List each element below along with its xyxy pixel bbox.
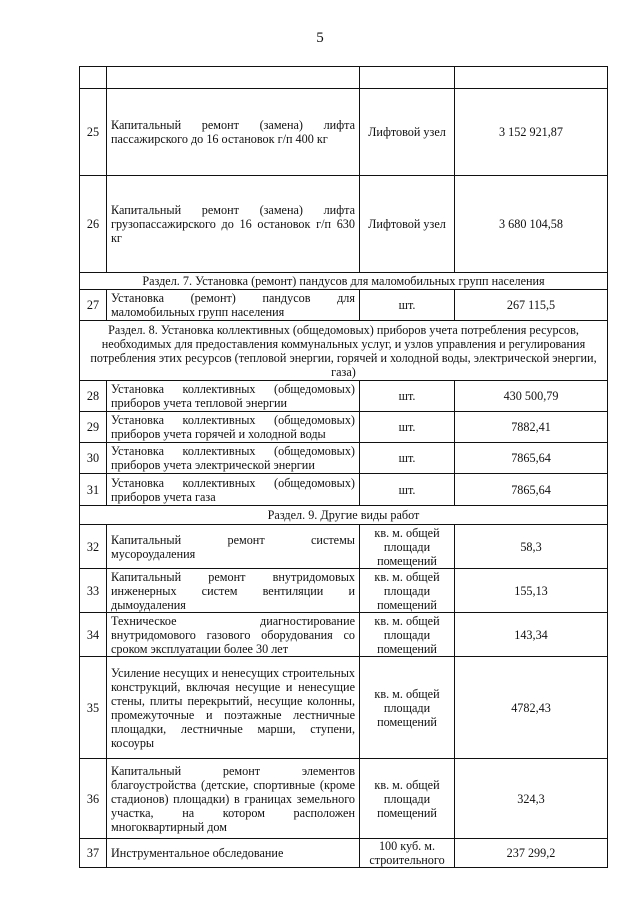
unit-of-measure: шт.	[360, 474, 455, 506]
work-name: Капитальный ремонт элементов благоустройства (детские, спортивные (кроме стадионов) площадки) в границах земельного участка, на котором расположен многоквартирный дом	[107, 759, 360, 839]
empty-cell	[360, 67, 455, 89]
cost-value: 267 115,5	[455, 290, 608, 321]
table-row	[80, 290, 608, 321]
work-name: Капитальный ремонт системы мусороудаления	[107, 525, 360, 569]
row-number: 36	[80, 759, 107, 839]
unit-of-measure: Лифтовой узел	[360, 176, 455, 273]
row-number: 25	[80, 89, 107, 176]
cost-value: 3 152 921,87	[455, 89, 608, 176]
row-number: 29	[80, 412, 107, 443]
work-name: Установка коллективных (общедомовых) приборов учета газа	[107, 474, 360, 506]
cost-value: 7865,64	[455, 474, 608, 506]
table-row	[80, 613, 608, 657]
unit-of-measure: кв. м. общей площади помещений	[360, 657, 455, 759]
section-title: Раздел. 7. Установка (ремонт) пандусов для маломобильных групп населения	[80, 273, 608, 290]
cost-value: 143,34	[455, 613, 608, 657]
cost-value: 58,3	[455, 525, 608, 569]
unit-of-measure: кв. м. общей площади помещений	[360, 613, 455, 657]
unit-of-measure: шт.	[360, 443, 455, 474]
section-header-row	[80, 273, 608, 290]
row-number: 27	[80, 290, 107, 321]
cost-value: 7882,41	[455, 412, 608, 443]
unit-of-measure: шт.	[360, 412, 455, 443]
unit-of-measure: шт.	[360, 381, 455, 412]
table-row	[80, 176, 608, 273]
row-number: 26	[80, 176, 107, 273]
table-row	[80, 89, 608, 176]
table-row	[80, 569, 608, 613]
row-number: 33	[80, 569, 107, 613]
page-number: 5	[316, 30, 324, 46]
table-row	[80, 443, 608, 474]
section-title: Раздел. 8. Установка коллективных (общедомовых) приборов учета потребления ресурсов, необходимых для предоставления коммунальных услуг, и узлов управления и регулирования потребления этих ресурсов (тепловой энергии, горячей и холодной воды, электрической энергии, газа)	[80, 321, 608, 381]
unit-of-measure: кв. м. общей площади помещений	[360, 569, 455, 613]
work-name: Капитальный ремонт внутридомовых инженерных систем вентиляции и дымоудаления	[107, 569, 360, 613]
section-header-row	[80, 506, 608, 525]
unit-of-measure: шт.	[360, 290, 455, 321]
table-row	[80, 474, 608, 506]
section-title: Раздел. 9. Другие виды работ	[80, 506, 608, 525]
cost-value: 7865,64	[455, 443, 608, 474]
row-number: 28	[80, 381, 107, 412]
table-row	[80, 412, 608, 443]
cost-value: 155,13	[455, 569, 608, 613]
row-number: 30	[80, 443, 107, 474]
row-number: 32	[80, 525, 107, 569]
unit-of-measure: кв. м. общей площади помещений	[360, 525, 455, 569]
work-name: Усиление несущих и ненесущих строительных конструкций, включая несущие и ненесущие стены, плиты перекрытий, несущие колонны, промежуточные и поэтажные лестничные площадки, лестничные марши, ступени, косоуры	[107, 657, 360, 759]
work-name: Капитальный ремонт (замена) лифта грузопассажирского до 16 остановок г/п 630 кг	[107, 176, 360, 273]
table-row	[80, 759, 608, 839]
empty-cell	[80, 67, 107, 89]
section-header-row	[80, 321, 608, 381]
work-name: Инструментальное обследование	[107, 839, 360, 868]
work-name: Установка коллективных (общедомовых) приборов учета горячей и холодной воды	[107, 412, 360, 443]
work-name: Техническое диагностирование внутридомового газового оборудования со сроком эксплуатации более 30 лет	[107, 613, 360, 657]
row-number: 35	[80, 657, 107, 759]
continuation-row	[80, 67, 608, 89]
table-row	[80, 381, 608, 412]
cost-value: 430 500,79	[455, 381, 608, 412]
table-row	[80, 525, 608, 569]
empty-cell	[455, 67, 608, 89]
unit-of-measure: Лифтовой узел	[360, 89, 455, 176]
work-name: Капитальный ремонт (замена) лифта пассажирского до 16 остановок г/п 400 кг	[107, 89, 360, 176]
work-name: Установка коллективных (общедомовых) приборов учета электрической энергии	[107, 443, 360, 474]
row-number: 34	[80, 613, 107, 657]
table-row	[80, 839, 608, 868]
unit-of-measure: кв. м. общей площади помещений	[360, 759, 455, 839]
table-row	[80, 657, 608, 759]
row-number: 31	[80, 474, 107, 506]
cost-value: 4782,43	[455, 657, 608, 759]
row-number: 37	[80, 839, 107, 868]
cost-value: 3 680 104,58	[455, 176, 608, 273]
work-name: Установка (ремонт) пандусов для маломобильных групп населения	[107, 290, 360, 321]
unit-of-measure: 100 куб. м. строительного	[360, 839, 455, 868]
cost-value: 237 299,2	[455, 839, 608, 868]
work-name: Установка коллективных (общедомовых) приборов учета тепловой энергии	[107, 381, 360, 412]
works-cost-table	[79, 66, 608, 868]
cost-value: 324,3	[455, 759, 608, 839]
empty-cell	[107, 67, 360, 89]
